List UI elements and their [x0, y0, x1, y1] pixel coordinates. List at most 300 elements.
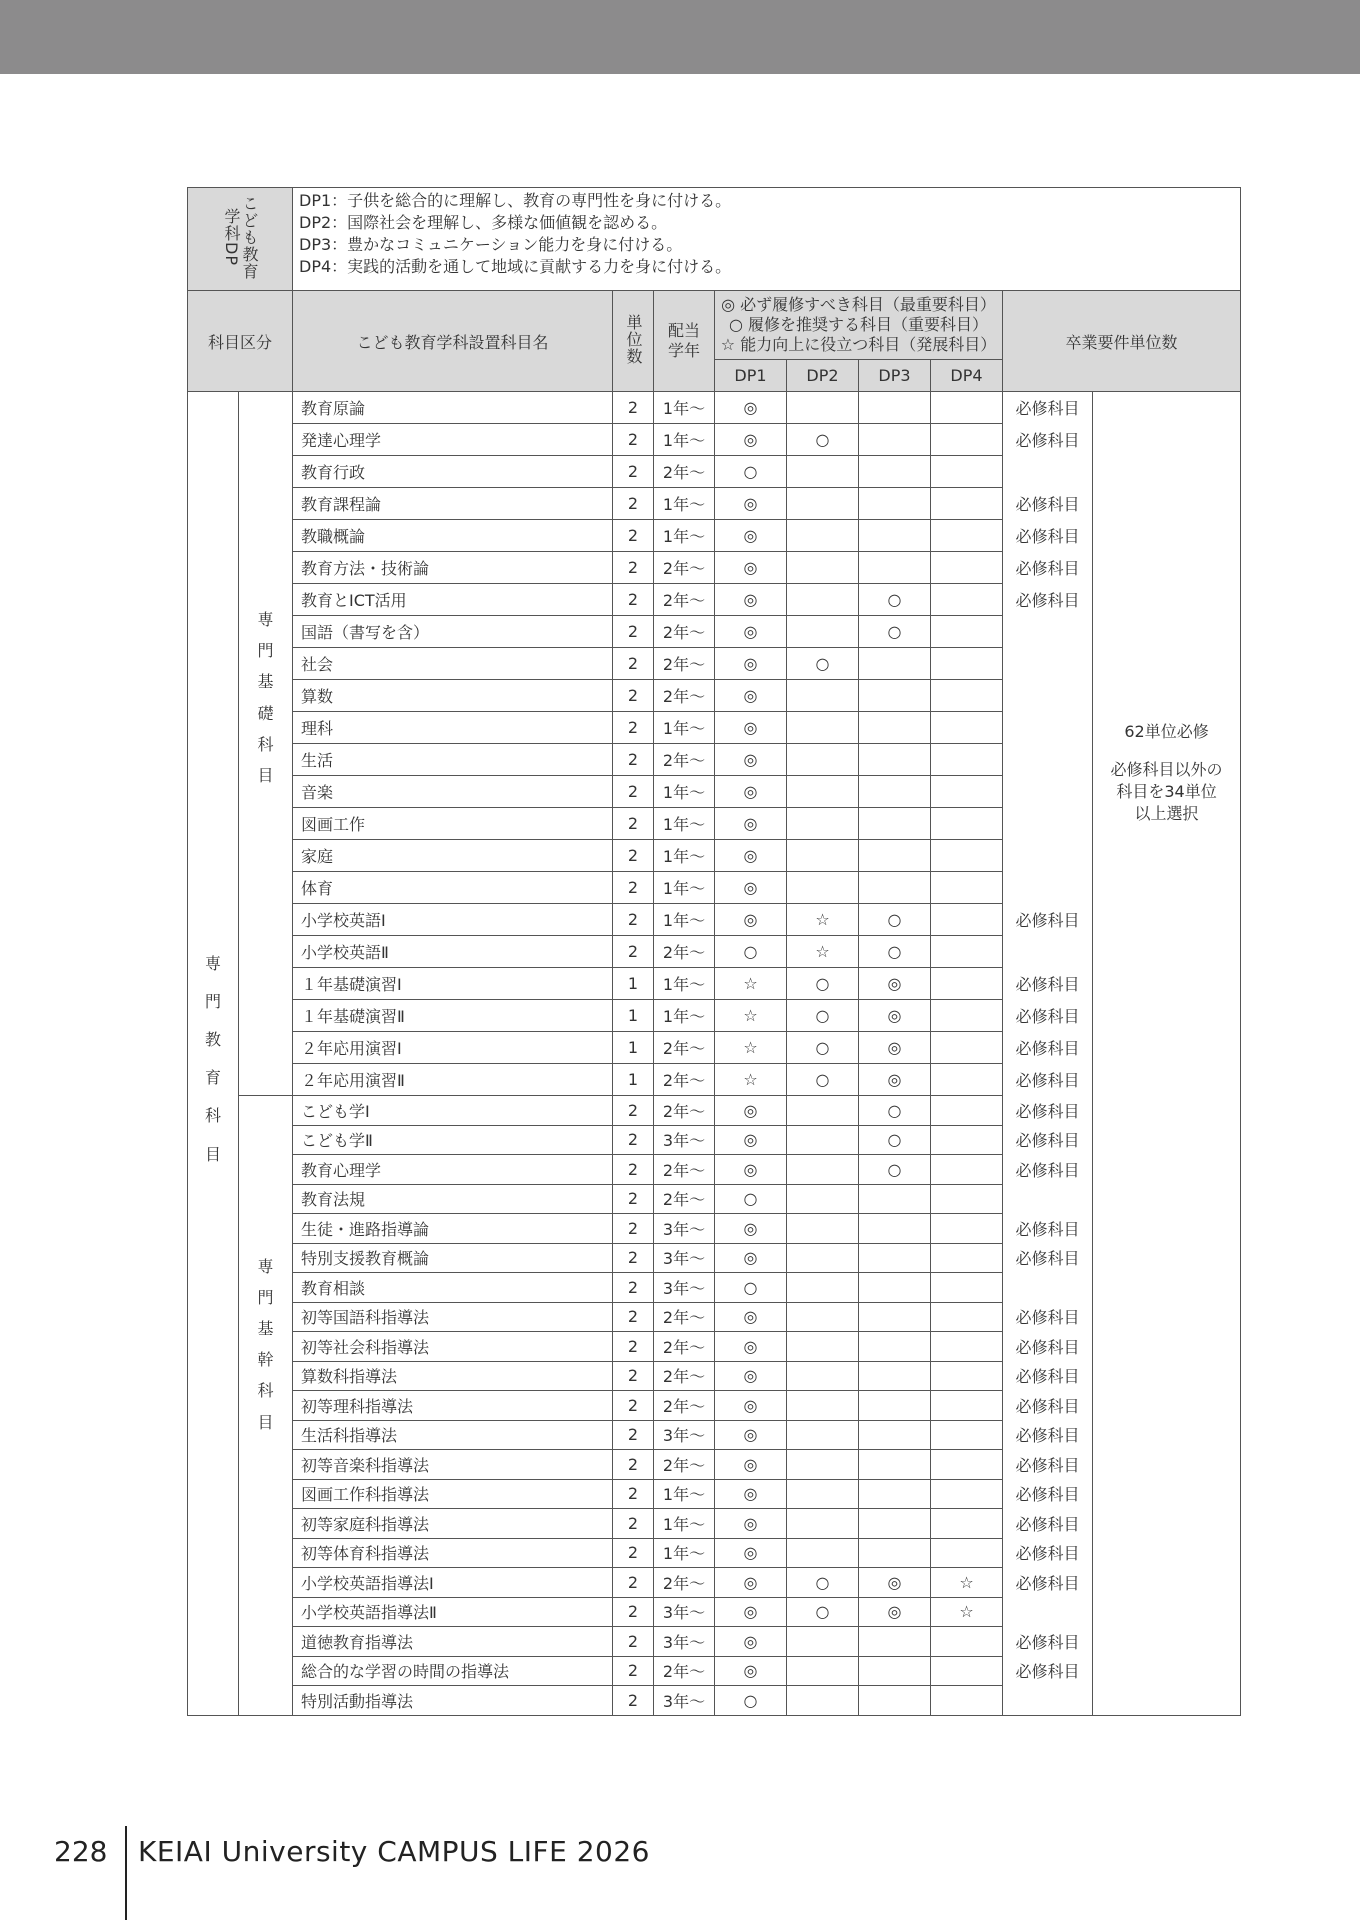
subject-year: 1年～: [654, 968, 715, 1000]
required-flag: 必修科目: [1003, 1509, 1093, 1539]
subject-name: 小学校英語Ⅰ: [293, 904, 613, 936]
graduation-line-1: 62単位必修: [1124, 722, 1209, 742]
dp1-mark: ○: [715, 936, 787, 968]
required-flag: [1003, 840, 1093, 872]
dp4-mark: [931, 424, 1003, 456]
table-row: [188, 1538, 1241, 1568]
table-row: [188, 936, 1241, 968]
dp1-mark: ◎: [715, 776, 787, 808]
dp-label-cell: [188, 188, 293, 291]
required-flag: 必修科目: [1003, 1568, 1093, 1598]
subject-name: 初等社会科指導法: [293, 1332, 613, 1362]
subject-name: 社会: [293, 648, 613, 680]
category-sub-1: [239, 392, 293, 1096]
dp4-mark: [931, 776, 1003, 808]
dp2-mark: ○: [787, 648, 859, 680]
dp2-mark: ○: [787, 1064, 859, 1096]
dp1-mark: ◎: [715, 552, 787, 584]
category-sub-1-label: 専 門 基 礎 科 目: [257, 609, 274, 785]
subject-units: 1: [613, 1064, 654, 1096]
dp4-mark: [931, 1214, 1003, 1244]
required-flag: 必修科目: [1003, 1450, 1093, 1480]
subject-year: 3年～: [654, 1420, 715, 1450]
subject-units: 2: [613, 808, 654, 840]
footer-divider: [125, 1826, 127, 1920]
required-flag: 必修科目: [1003, 1479, 1093, 1509]
required-flag: 必修科目: [1003, 1420, 1093, 1450]
dp2-description: DP2：国際社会を理解し、多様な価値観を認める。: [299, 213, 668, 232]
subject-year: 2年～: [654, 1155, 715, 1185]
dp1-mark: ◎: [715, 520, 787, 552]
header-units: 単位数: [613, 291, 654, 392]
dp4-mark: [931, 808, 1003, 840]
dp3-mark: ◎: [859, 1597, 931, 1627]
subject-name: 図画工作: [293, 808, 613, 840]
required-flag: [1003, 936, 1093, 968]
curriculum-table: [187, 187, 1241, 1716]
dp3-mark: ○: [859, 1125, 931, 1155]
table-row: [188, 1509, 1241, 1539]
required-flag: [1003, 648, 1093, 680]
subject-year: 3年～: [654, 1243, 715, 1273]
dp1-mark: ◎: [715, 680, 787, 712]
required-flag: 必修科目: [1003, 488, 1093, 520]
subject-units: 2: [613, 1302, 654, 1332]
dp2-mark: [787, 1184, 859, 1214]
required-flag: 必修科目: [1003, 1096, 1093, 1126]
subject-units: 2: [613, 1243, 654, 1273]
subject-year: 1年～: [654, 424, 715, 456]
subject-year: 1年～: [654, 1509, 715, 1539]
subject-year: 2年～: [654, 1450, 715, 1480]
subject-units: 2: [613, 552, 654, 584]
table-row: [188, 1214, 1241, 1244]
dp3-mark: [859, 1302, 931, 1332]
required-flag: 必修科目: [1003, 424, 1093, 456]
subject-name: ２年応用演習Ⅱ: [293, 1064, 613, 1096]
dp2-mark: [787, 840, 859, 872]
dp2-mark: [787, 1125, 859, 1155]
table-row: [188, 680, 1241, 712]
dp2-mark: [787, 392, 859, 424]
subject-units: 1: [613, 968, 654, 1000]
dp4-mark: ☆: [931, 1568, 1003, 1598]
dp2-mark: ○: [787, 968, 859, 1000]
dp2-mark: ○: [787, 1568, 859, 1598]
required-flag: 必修科目: [1003, 1243, 1093, 1273]
dp2-mark: [787, 552, 859, 584]
dp3-mark: [859, 552, 931, 584]
dp2-mark: [787, 1361, 859, 1391]
subject-name: 生活科指導法: [293, 1420, 613, 1450]
dp3-mark: [859, 1214, 931, 1244]
dp1-mark: ◎: [715, 1214, 787, 1244]
required-flag: 必修科目: [1003, 1125, 1093, 1155]
dp3-mark: ○: [859, 1155, 931, 1185]
dp1-mark: ◎: [715, 1391, 787, 1421]
required-flag: 必修科目: [1003, 1627, 1093, 1657]
table-row: [188, 1332, 1241, 1362]
dp4-mark: [931, 872, 1003, 904]
subject-units: 2: [613, 1509, 654, 1539]
dp4-mark: [931, 840, 1003, 872]
dp3-mark: [859, 1273, 931, 1303]
subject-year: 1年～: [654, 1000, 715, 1032]
subject-units: 2: [613, 1155, 654, 1185]
dp4-mark: [931, 712, 1003, 744]
dp2-mark: [787, 1332, 859, 1362]
dp1-mark: ◎: [715, 872, 787, 904]
subject-units: 2: [613, 904, 654, 936]
subject-name: 教育心理学: [293, 1155, 613, 1185]
dp3-mark: ○: [859, 904, 931, 936]
dp2-mark: [787, 1686, 859, 1716]
subject-year: 3年～: [654, 1597, 715, 1627]
subject-name: １年基礎演習Ⅰ: [293, 968, 613, 1000]
table-row: [188, 1155, 1241, 1185]
subject-units: 2: [613, 936, 654, 968]
required-flag: 必修科目: [1003, 1032, 1093, 1064]
dp1-mark: ◎: [715, 648, 787, 680]
dp2-mark: [787, 1391, 859, 1421]
dp2-mark: ○: [787, 1032, 859, 1064]
dp2-mark: ☆: [787, 904, 859, 936]
dp3-mark: [859, 392, 931, 424]
dp3-mark: [859, 1509, 931, 1539]
header-subject-name: こども教育学科設置科目名: [293, 291, 613, 392]
table-row: [188, 1064, 1241, 1096]
dp4-mark: [931, 1391, 1003, 1421]
subject-name: こども学Ⅰ: [293, 1096, 613, 1126]
subject-name: 小学校英語Ⅱ: [293, 936, 613, 968]
subject-units: 1: [613, 1000, 654, 1032]
dp1-mark: ◎: [715, 488, 787, 520]
subject-year: 2年～: [654, 648, 715, 680]
required-flag: 必修科目: [1003, 552, 1093, 584]
dp4-mark: [931, 680, 1003, 712]
dp2-mark: ○: [787, 1000, 859, 1032]
required-flag: 必修科目: [1003, 584, 1093, 616]
dp3-mark: ○: [859, 616, 931, 648]
dp4-mark: [931, 1064, 1003, 1096]
subject-units: 2: [613, 1391, 654, 1421]
subject-units: 2: [613, 1125, 654, 1155]
subject-year: 2年～: [654, 616, 715, 648]
required-flag: 必修科目: [1003, 1155, 1093, 1185]
dp3-mark: [859, 456, 931, 488]
subject-units: 2: [613, 1568, 654, 1598]
dp4-mark: [931, 1361, 1003, 1391]
dp-legend: [715, 291, 1003, 360]
dp1-mark: ☆: [715, 968, 787, 1000]
table-row: [188, 1597, 1241, 1627]
subject-units: 2: [613, 1184, 654, 1214]
dp2-mark: [787, 1096, 859, 1126]
dp2-mark: [787, 1273, 859, 1303]
dp3-mark: [859, 1627, 931, 1657]
dp4-mark: [931, 488, 1003, 520]
subject-units: 2: [613, 680, 654, 712]
table-row: [188, 1450, 1241, 1480]
dp2-mark: [787, 488, 859, 520]
dp3-mark: ○: [859, 1096, 931, 1126]
graduation-line-2: 必修科目以外の: [1110, 760, 1223, 780]
subject-year: 3年～: [654, 1627, 715, 1657]
category-main: [188, 392, 239, 1716]
subject-year: 2年～: [654, 1064, 715, 1096]
top-band: [0, 0, 1360, 74]
graduation-requirements: [1093, 392, 1241, 1716]
dp4-mark: [931, 456, 1003, 488]
dp3-mark: [859, 1184, 931, 1214]
dp-row: [188, 188, 1241, 291]
subject-year: 1年～: [654, 392, 715, 424]
dp4-mark: [931, 1686, 1003, 1716]
header-dp1: DP1: [715, 360, 787, 392]
subject-units: 2: [613, 1627, 654, 1657]
subject-name: 音楽: [293, 776, 613, 808]
dp3-mark: [859, 1420, 931, 1450]
required-flag: 必修科目: [1003, 904, 1093, 936]
subject-units: 2: [613, 1479, 654, 1509]
required-flag: [1003, 616, 1093, 648]
legend-circle: ○ 履修を推奨する科目（重要科目）: [728, 315, 989, 334]
dp1-mark: ◎: [715, 1538, 787, 1568]
required-flag: 必修科目: [1003, 392, 1093, 424]
subject-name: 家庭: [293, 840, 613, 872]
subject-units: 2: [613, 616, 654, 648]
dp4-mark: [931, 1538, 1003, 1568]
dp3-mark: ◎: [859, 1032, 931, 1064]
required-flag: [1003, 776, 1093, 808]
required-flag: [1003, 680, 1093, 712]
dp1-mark: ◎: [715, 584, 787, 616]
subject-name: 総合的な学習の時間の指導法: [293, 1656, 613, 1686]
subject-units: 2: [613, 648, 654, 680]
dp3-mark: [859, 712, 931, 744]
required-flag: 必修科目: [1003, 1332, 1093, 1362]
subject-name: 初等体育科指導法: [293, 1538, 613, 1568]
subject-name: １年基礎演習Ⅱ: [293, 1000, 613, 1032]
subject-name: 体育: [293, 872, 613, 904]
category-sub-2-label: 専 門 基 幹 科 目: [257, 1256, 274, 1432]
required-flag: 必修科目: [1003, 1214, 1093, 1244]
table-row: [188, 1096, 1241, 1126]
dp4-mark: [931, 1509, 1003, 1539]
required-flag: [1003, 1184, 1093, 1214]
required-flag: 必修科目: [1003, 1302, 1093, 1332]
table-row: [188, 1479, 1241, 1509]
subject-year: 2年～: [654, 680, 715, 712]
dp3-mark: [859, 872, 931, 904]
table-row: [188, 776, 1241, 808]
dp3-mark: ◎: [859, 1568, 931, 1598]
table-row: [188, 1125, 1241, 1155]
subject-name: 特別支援教育概論: [293, 1243, 613, 1273]
dp2-mark: ○: [787, 424, 859, 456]
dp4-mark: [931, 552, 1003, 584]
footer-title: KEIAI University CAMPUS LIFE 2026: [138, 1835, 650, 1868]
subject-units: 2: [613, 1332, 654, 1362]
dp4-mark: [931, 616, 1003, 648]
subject-units: 2: [613, 1450, 654, 1480]
dp2-mark: [787, 1656, 859, 1686]
required-flag: 必修科目: [1003, 1064, 1093, 1096]
dp1-mark: ◎: [715, 1450, 787, 1480]
subject-name: 生活: [293, 744, 613, 776]
table-row: [188, 520, 1241, 552]
subject-year: 2年～: [654, 1568, 715, 1598]
table-row: [188, 1243, 1241, 1273]
dp3-mark: [859, 1243, 931, 1273]
dp3-mark: [859, 1538, 931, 1568]
dp3-mark: ○: [859, 584, 931, 616]
dp1-mark: ◎: [715, 1361, 787, 1391]
dp4-mark: [931, 1000, 1003, 1032]
dp3-mark: [859, 1332, 931, 1362]
page-number: 228: [54, 1835, 108, 1868]
dp-description-cell: [293, 188, 1241, 291]
subject-year: 1年～: [654, 872, 715, 904]
dp3-mark: ◎: [859, 968, 931, 1000]
dp1-mark: ☆: [715, 1032, 787, 1064]
dp4-mark: [931, 1656, 1003, 1686]
subject-year: 2年～: [654, 1656, 715, 1686]
dp2-mark: [787, 808, 859, 840]
subject-year: 2年～: [654, 1184, 715, 1214]
table-row: [188, 1032, 1241, 1064]
dp2-mark: [787, 1627, 859, 1657]
subject-units: 2: [613, 488, 654, 520]
table-row: [188, 1302, 1241, 1332]
dp4-mark: [931, 1627, 1003, 1657]
subject-units: 2: [613, 456, 654, 488]
dp1-description: DP1：子供を総合的に理解し、教育の専門性を身に付ける。: [299, 191, 732, 210]
table-row: [188, 1686, 1241, 1716]
subject-name: 教育方法・技術論: [293, 552, 613, 584]
dp1-mark: ◎: [715, 904, 787, 936]
dp1-mark: ◎: [715, 1597, 787, 1627]
subject-units: 2: [613, 1686, 654, 1716]
subject-name: 教職概論: [293, 520, 613, 552]
subject-name: 教育行政: [293, 456, 613, 488]
dp2-mark: [787, 1450, 859, 1480]
dp4-mark: [931, 584, 1003, 616]
subject-name: 道徳教育指導法: [293, 1627, 613, 1657]
dp4-mark: [931, 392, 1003, 424]
subject-name: 教育相談: [293, 1273, 613, 1303]
dp2-mark: [787, 456, 859, 488]
dp2-mark: [787, 744, 859, 776]
required-flag: [1003, 712, 1093, 744]
dp1-mark: ◎: [715, 1125, 787, 1155]
dp4-mark: ☆: [931, 1597, 1003, 1627]
subject-units: 1: [613, 1032, 654, 1064]
dp1-mark: ◎: [715, 1302, 787, 1332]
subject-year: 2年～: [654, 1361, 715, 1391]
subject-year: 1年～: [654, 488, 715, 520]
dp2-mark: ○: [787, 1597, 859, 1627]
subject-year: 2年～: [654, 744, 715, 776]
required-flag: 必修科目: [1003, 520, 1093, 552]
table-row: [188, 968, 1241, 1000]
table-row: [188, 584, 1241, 616]
subject-year: 2年～: [654, 1391, 715, 1421]
dp1-mark: ◎: [715, 1420, 787, 1450]
subject-name: 算数: [293, 680, 613, 712]
subject-name: 図画工作科指導法: [293, 1479, 613, 1509]
subject-units: 2: [613, 392, 654, 424]
dp2-mark: [787, 520, 859, 552]
table-row: [188, 1184, 1241, 1214]
subject-name: 教育原論: [293, 392, 613, 424]
table-row: [188, 456, 1241, 488]
dp1-mark: ◎: [715, 1096, 787, 1126]
required-flag: 必修科目: [1003, 968, 1093, 1000]
subject-year: 3年～: [654, 1686, 715, 1716]
legend-double-circle: ◎ 必ず履修すべき科目（最重要科目）: [721, 295, 996, 314]
subject-units: 2: [613, 840, 654, 872]
dp2-mark: [787, 1243, 859, 1273]
table-row: [188, 872, 1241, 904]
subject-name: ２年応用演習Ⅰ: [293, 1032, 613, 1064]
subject-year: 1年～: [654, 712, 715, 744]
subject-year: 2年～: [654, 552, 715, 584]
dp1-mark: ○: [715, 1686, 787, 1716]
dp1-mark: ○: [715, 1184, 787, 1214]
subject-units: 2: [613, 744, 654, 776]
subject-name: 初等国語科指導法: [293, 1302, 613, 1332]
required-flag: 必修科目: [1003, 1391, 1093, 1421]
table-row: [188, 1627, 1241, 1657]
table-row: [188, 744, 1241, 776]
subject-units: 2: [613, 1538, 654, 1568]
table-row: [188, 616, 1241, 648]
dp1-mark: ◎: [715, 1656, 787, 1686]
dp4-mark: [931, 1450, 1003, 1480]
dp3-mark: [859, 1656, 931, 1686]
subject-year: 3年～: [654, 1214, 715, 1244]
header-category: 科目区分: [188, 291, 293, 392]
subject-name: 生徒・進路指導論: [293, 1214, 613, 1244]
subject-year: 2年～: [654, 1032, 715, 1064]
subject-year: 2年～: [654, 584, 715, 616]
dp1-mark: ◎: [715, 808, 787, 840]
dp3-mark: [859, 1450, 931, 1480]
dp4-mark: [931, 936, 1003, 968]
subject-year: 1年～: [654, 1538, 715, 1568]
subject-units: 2: [613, 712, 654, 744]
subject-name: 小学校英語指導法Ⅱ: [293, 1597, 613, 1627]
subject-year: 2年～: [654, 936, 715, 968]
required-flag: 必修科目: [1003, 1538, 1093, 1568]
table-row: [188, 1273, 1241, 1303]
header-dp4: DP4: [931, 360, 1003, 392]
dp4-mark: [931, 520, 1003, 552]
dp4-mark: [931, 1032, 1003, 1064]
subject-name: 教育とICT活用: [293, 584, 613, 616]
subject-name: 発達心理学: [293, 424, 613, 456]
required-flag: [1003, 1273, 1093, 1303]
dp4-mark: [931, 648, 1003, 680]
dp1-mark: ○: [715, 456, 787, 488]
dp3-mark: [859, 1391, 931, 1421]
dp1-mark: ◎: [715, 392, 787, 424]
header-dp2: DP2: [787, 360, 859, 392]
dp2-mark: [787, 1155, 859, 1185]
legend-star: ☆ 能力向上に役立つ科目（発展科目）: [720, 335, 997, 354]
dp1-mark: ◎: [715, 1243, 787, 1273]
